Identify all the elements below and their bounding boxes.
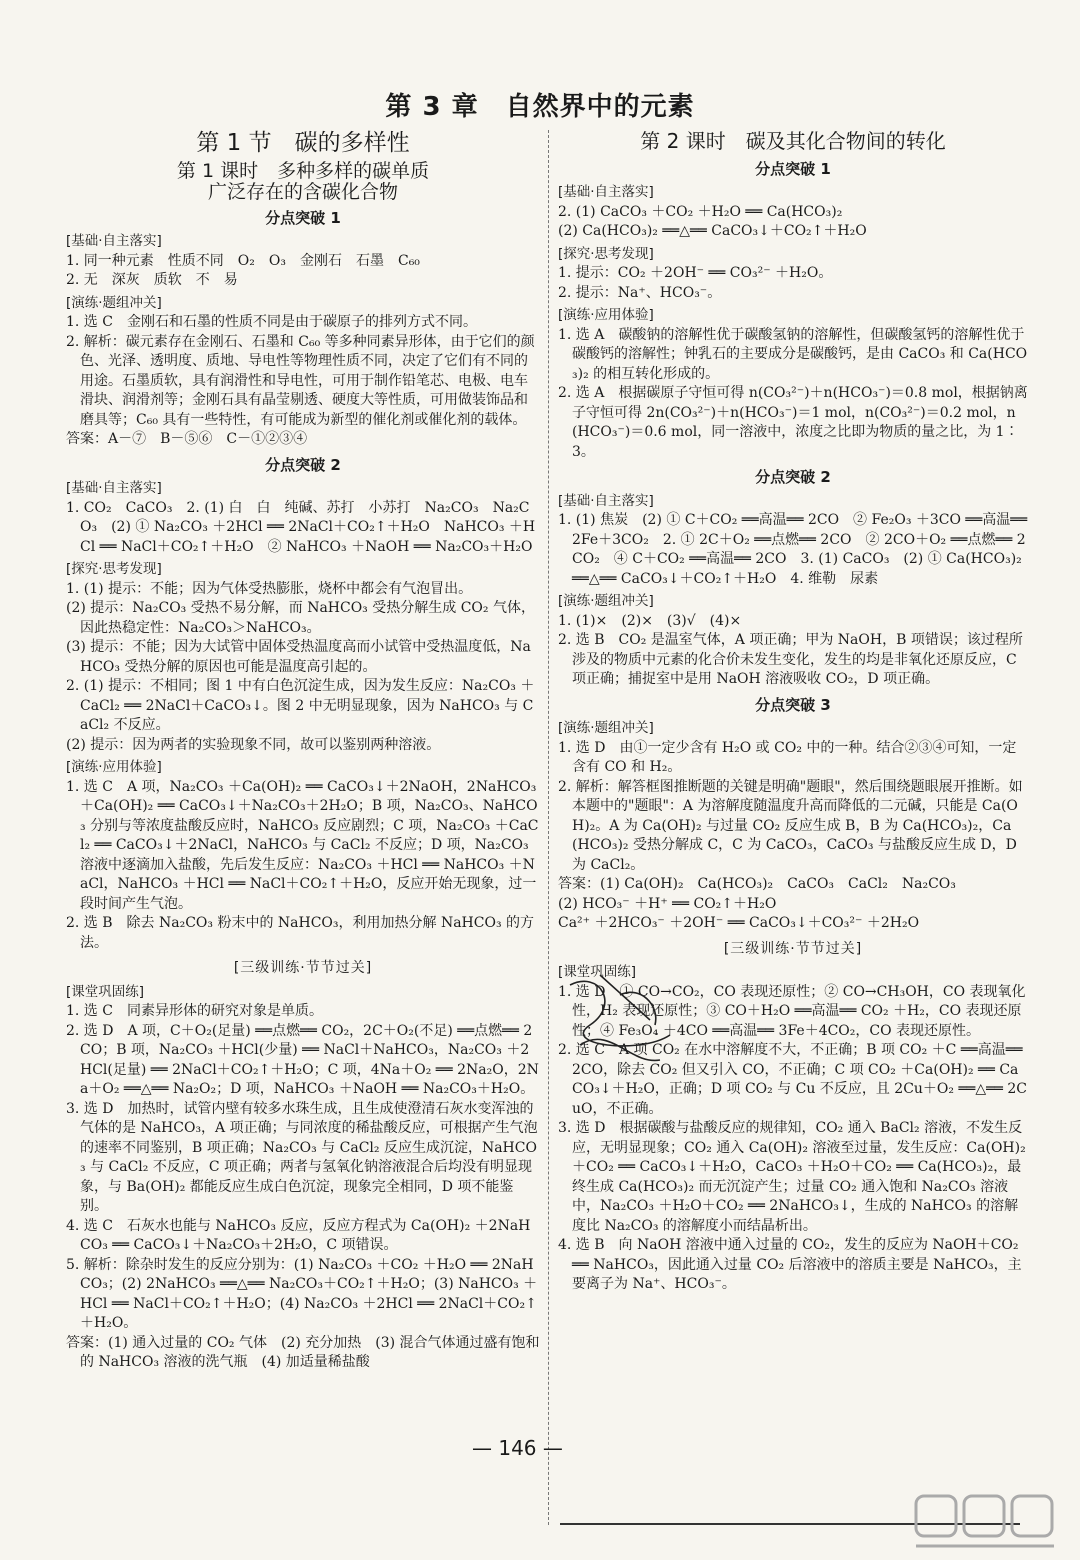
- tag-label: [探究·思考发现]: [558, 245, 654, 262]
- answer-line: 2. 选 D A 项，C＋O₂(足量) ══点燃══ CO₂，2C＋O₂(不足) ══点燃══ 2CO；B 项，Na₂CO₃ ＋HCl(少量) ══ NaCl＋NaHCO₃，Na₂CO₃ ＋2HCl(足量) ══ 2NaCl＋CO₂↑＋H₂O；C 项，4Na＋O₂ ══ 2Na₂O，2Na＋O₂ ══△══ Na₂O₂；D 项，NaHCO₃ ＋NaOH ══ Na₂CO₃＋H₂O。: [66, 1022, 539, 1097]
- tag-label: [探究·思考发现]: [66, 561, 162, 577]
- block-heading: 分点突破 1: [755, 159, 831, 178]
- left-column: [66, 128, 540, 1373]
- lesson-subtitle: 广泛存在的含碳化合物: [207, 181, 398, 203]
- tag-label: [基础·自主落实]: [66, 480, 162, 496]
- block-heading: 分点突破 2: [755, 468, 831, 486]
- answer-line: 1. (1) 提示：不能；因为气体受热膨胀，烧杯中都会有气泡冒出。: [66, 580, 473, 597]
- answer-line: 1. 选 C 金刚石和石墨的性质不同是由于碳原子的排列方式不同。: [66, 314, 477, 330]
- answer-line: 1. 选 D 由①一定少含有 H₂O 或 CO₂ 中的一种。结合②③④可知，一定含有 CO 和 H₂。: [558, 739, 1017, 775]
- answer-line: 1. 选 A 碳酸钠的溶解性优于碳酸氢钠的溶解性，但碳酸氢钙的溶解性优于碳酸钙的溶解性；钟乳石的主要成分是碳酸钙，是由 CaCO₃ 和 Ca(HCO₃)₂ 的相互转化形成的。: [558, 326, 1028, 382]
- answer-line: 3. 选 D 根据碳酸与盐酸反应的规律知，CO₂ 通入 BaCl₂ 溶液，不发生反应，无明显现象；CO₂ 通入 Ca(OH)₂ 溶液至过量，发生反应：Ca(OH)₂ ＋CO₂ ══ CaCO₃↓＋H₂O，CaCO₃ ＋H₂O＋CO₂ ══ Ca(HCO₃)₂，最终生成 Ca(HCO₃)₂ 而无沉淀产生；过量 CO₂ 通入饱和 Na₂CO₃ 溶液中，Na₂CO₃ ＋H₂O＋CO₂ ══ 2NaHCO₃↓，生成的 NaHCO₃ 的溶解度比 Na₂CO₃ 的溶解度小而结晶析出。: [558, 1120, 1026, 1234]
- tag-label: [演练·题组冲关]: [558, 593, 654, 609]
- answer-line: 2. 选 B 除去 Na₂CO₃ 粉末中的 NaHCO₃，利用加热分解 NaHCO₃ 的方法。: [66, 915, 535, 951]
- answer-line: 3. 选 D 加热时，试管内壁有较多水珠生成，且生成使澄清石灰水变浑浊的气体的是 NaHCO₃，A 项正确；与同浓度的稀盐酸反应，可根据产生气泡的速率不同鉴别，B 项正确；Na₂CO₃ 与 CaCl₂ 反应生成沉淀，NaHCO₃ 与 CaCl₂ 不反应，C 项正确；两者与氢氧化钠溶液混合后均没有明显现象，与 Ba(OH)₂ 都能反应生成白色沉淀，现象完全相同，D 项不能鉴别。: [66, 1100, 538, 1214]
- answer-line: (2) 提示：Na₂CO₃ 受热不易分解，而 NaHCO₃ 受热分解生成 CO₂ 气体，因此热稳定性：Na₂CO₃＞NaHCO₃。: [66, 600, 535, 636]
- chapter-title: 第 3 章 自然界中的元素: [385, 92, 695, 122]
- answer-line: 1. (1) 焦炭 (2) ① C＋CO₂ ══高温══ 2CO ② Fe₂O₃ ＋3CO ══高温══ 2Fe＋3CO₂ 2. ① 2C＋O₂ ══点燃══ 2CO ② 2CO＋O₂ ══点燃══ 2CO₂ ④ C＋CO₂ ══高温══ 2CO 3. (1) CaCO₃ (2) ① Ca(HCO₃)₂ ══△══ CaCO₃↓＋CO₂↑＋H₂O 4. 维勒 尿素: [558, 512, 1028, 587]
- answer-line: 1. 选 D ① CO→CO₂，CO 表现还原性；② CO→CH₃OH，CO 表现氧化性，H₂ 表现还原性；③ CO＋H₂O ══高温══ CO₂ ＋H₂，CO 表现还原性；④ Fe₃O₄ ＋4CO ══高温══ 3Fe＋4CO₂，CO 表现还原性。: [558, 983, 1026, 1039]
- tag-label: [课堂巩固练]: [66, 983, 145, 1000]
- answer-line: 2. 解析：解答框图推断题的关键是明确"题眼"，然后围绕题眼展开推断。如本题中的"题眼"：A 为溶解度随温度升高而降低的二元碱，只能是 Ca(OH)₂。A 为 Ca(OH)₂ 与过量 CO₂ 反应生成 B，B 为 Ca(HCO₃)₂，Ca(HCO₃)₂ 受热分解成 C，C 为 CaCO₃，CaCO₃ 与盐酸反应生成 D，D 为 CaCl₂。: [558, 778, 1023, 873]
- answer-line: 答案：(1) Ca(OH)₂ Ca(HCO₃)₂ CaCO₃ CaCl₂ Na₂CO₃: [558, 876, 956, 892]
- answer-line: 2. (1) 提示：不相同；图 1 中有白色沉淀生成，因为发生反应：Na₂CO₃ ＋CaCl₂ ══ 2NaCl＋CaCO₃↓。图 2 中无明显现象，因为 NaHCO₃ 与 CaCl₂ 不反应。: [66, 678, 535, 733]
- answer-line: (2) Ca(HCO₃)₂ ══△══ CaCO₃↓＋CO₂↑＋H₂O: [558, 223, 867, 239]
- tag-label: [课堂巩固练]: [558, 964, 637, 980]
- answer-line: 1. (1)× (2)× (3)√ (4)×: [558, 612, 742, 629]
- tag-label: [基础·自主落实]: [558, 184, 654, 200]
- answer-line: 4. 选 C 石灰水也能与 NaHCO₃ 反应，反应方程式为 Ca(OH)₂ ＋2NaHCO₃ ══ CaCO₃↓＋Na₂CO₃＋2H₂O，C 项错误。: [66, 1217, 531, 1253]
- section-title: 第 1 节 碳的多样性: [196, 130, 410, 156]
- answer-line: 1. 提示：CO₂ ＋2OH⁻ ══ CO₃²⁻ ＋H₂O。: [558, 265, 833, 281]
- tag-label: [演练·题组冲关]: [66, 294, 162, 311]
- answer-line: 4. 选 B 向 NaOH 溶液中通入过量的 CO₂，发生的反应为 NaOH＋CO₂ ══ NaHCO₃，因此通入过量 CO₂ 后溶液中的溶质主要是 NaHCO₃，主要离子为 Na⁺、HCO₃⁻。: [558, 1237, 1022, 1292]
- tag-label: [演练·题组冲关]: [558, 720, 654, 736]
- answer-line: 答案：(1) 通入过量的 CO₂ 气体 (2) 充分加热 (3) 混合气体通过盛有饱和的 NaHCO₃ 溶液的洗气瓶 (4) 加适量稀盐酸: [66, 1334, 540, 1370]
- answer-line: 1. 同一种元素 性质不同 O₂ O₃ 金刚石 石墨 C₆₀: [66, 252, 420, 269]
- answer-line: 2. 解析：碳元素存在金刚石、石墨和 C₆₀ 等多种同素异形体，由于它们的颜色、光泽、透明度、质地、导电性等物理性质不同，决定了它们有不同的用途。石墨质软，具有润滑性和导电性，可用于制作铅笔芯、电极、电车滑块、润滑剂等；金刚石具有晶莹剔透、硬度大等性质，可用做装饰品和磨具等；C₆₀ 具有一些特性，有可能成为新型的催化剂或催化剂的载体。: [66, 333, 535, 428]
- answer-line: 2. (1) CaCO₃ ＋CO₂ ＋H₂O ══ Ca(HCO₃)₂: [558, 203, 843, 220]
- answer-line: 2. 无 深灰 质软 不 易: [66, 272, 238, 288]
- tag-label: [基础·自主落实]: [66, 233, 162, 249]
- lesson-title: 第 1 课时 多种多样的碳单质: [176, 159, 430, 182]
- block-heading: [三级训练·节节过关]: [723, 940, 863, 957]
- answer-line: 1. 选 C 同素异形体的研究对象是单质。: [66, 1003, 323, 1019]
- answer-line: 1. 选 C A 项，Na₂CO₃ ＋Ca(OH)₂ ══ CaCO₃↓＋2NaOH，2NaHCO₃ ＋Ca(OH)₂ ══ CaCO₃↓＋Na₂CO₃＋2H₂O；B 项，Na₂CO₃、NaHCO₃ 分别与等浓度盐酸反应时，NaHCO₃ 反应剧烈；C 项，Na₂CO₃ ＋CaCl₂ ══ CaCO₃↓＋2NaCl，NaHCO₃ 与 CaCl₂ 不反应；D 项，Na₂CO₃ 溶液中逐滴加入盐酸，先后发生反应：Na₂CO₃ ＋HCl ══ NaHCO₃ ＋NaCl，NaHCO₃ ＋HCl ══ NaCl＋CO₂↑＋H₂O，反应开始无现象，过一段时间产生气泡。: [66, 778, 539, 912]
- answer-line: (3) 提示：不能；因为大试管中固体受热温度高而小试管中受热温度低，NaHCO₃ 受热分解的原因也可能是温度高引起的。: [66, 639, 531, 675]
- answer-line: (2) 提示：因为两者的实验现象不同，故可以鉴别两种溶液。: [66, 736, 441, 753]
- answer-line: 1. CO₂ CaCO₃ 2. (1) 白 白 纯碱、苏打 小苏打 Na₂CO₃ Na₂CO₃ (2) ① Na₂CO₃ ＋2HCl ══ 2NaCl＋CO₂↑＋H₂O NaHCO₃ ＋HCl ══ NaCl＋CO₂↑＋H₂O ② NaHCO₃ ＋NaOH ══ Na₂CO₃＋H₂O: [66, 499, 536, 555]
- tag-label: [演练·应用体验]: [66, 759, 162, 775]
- block-heading: [三级训练·节节过关]: [233, 960, 373, 976]
- tag-label: [演练·应用体验]: [558, 307, 654, 323]
- pen-scribble: [560, 965, 690, 1075]
- answer-line: 2. 提示：Na⁺、HCO₃⁻。: [558, 284, 722, 301]
- answer-line: 2. 选 B CO₂ 是温室气体，A 项正确；甲为 NaOH，B 项错误；该过程所涉及的物质中元素的化合价未发生变化，发生的均是非氧化还原反应，C 项正确；捕捉室中是用 NaOH 溶液吸收 CO₂，D 项正确。: [558, 632, 1023, 687]
- answer-line: 5. 解析：除杂时发生的反应分别为：(1) Na₂CO₃ ＋CO₂ ＋H₂O ══ 2NaHCO₃；(2) 2NaHCO₃ ══△══ Na₂CO₃＋CO₂↑＋H₂O；(3) NaHCO₃ ＋HCl ══ NaCl＋CO₂↑＋H₂O；(4) Na₂CO₃ ＋2HCl ══ 2NaCl＋CO₂↑＋H₂O。: [66, 1256, 538, 1331]
- answer-line: Ca²⁺ ＋2HCO₃⁻ ＋2OH⁻ ══ CaCO₃↓＋CO₃²⁻ ＋2H₂O: [558, 915, 920, 931]
- answer-line: 2. 选 C A 项 CO₂ 在水中溶解度不大，不正确；B 项 CO₂ ＋C ══高温══ 2CO，除去 CO₂ 但又引入 CO，不正确；C 项 CO₂ ＋Ca(OH)₂ ══ CaCO₃↓＋H₂O，正确；D 项 CO₂ 与 Cu 不反应，且 2Cu＋O₂ ══△══ 2CuO，不正确。: [558, 1042, 1028, 1117]
- block-heading: 分点突破 2: [265, 455, 341, 474]
- block-heading: 分点突破 3: [755, 695, 831, 714]
- watermark-logo: [910, 1490, 1060, 1554]
- block-heading: 分点突破 1: [265, 208, 341, 227]
- answer-line: 答案：A－⑦ B－⑤⑥ C－①②③④: [66, 431, 308, 447]
- answer-line: 2. 选 A 根据碳原子守恒可得 n(CO₃²⁻)＋n(HCO₃⁻)＝0.8 mol，根据钠离子守恒可得 2n(CO₃²⁻)＋n(HCO₃⁻)＝1 mol，n(CO₃²⁻)＝0.2 mol，n(HCO₃⁻)＝0.6 mol，同一溶液中，浓度之比即为物质的量之比，为 1∶3。: [558, 385, 1028, 460]
- page-number: — 146 —: [472, 1436, 563, 1460]
- column-divider: [548, 130, 550, 1525]
- right-column: [558, 128, 1028, 1295]
- tag-label: [基础·自主落实]: [558, 492, 654, 509]
- answer-line: (2) HCO₃⁻ ＋H⁺ ══ CO₂↑＋H₂O: [558, 895, 777, 912]
- lesson-title: 第 2 课时 碳及其化合物间的转化: [640, 129, 946, 153]
